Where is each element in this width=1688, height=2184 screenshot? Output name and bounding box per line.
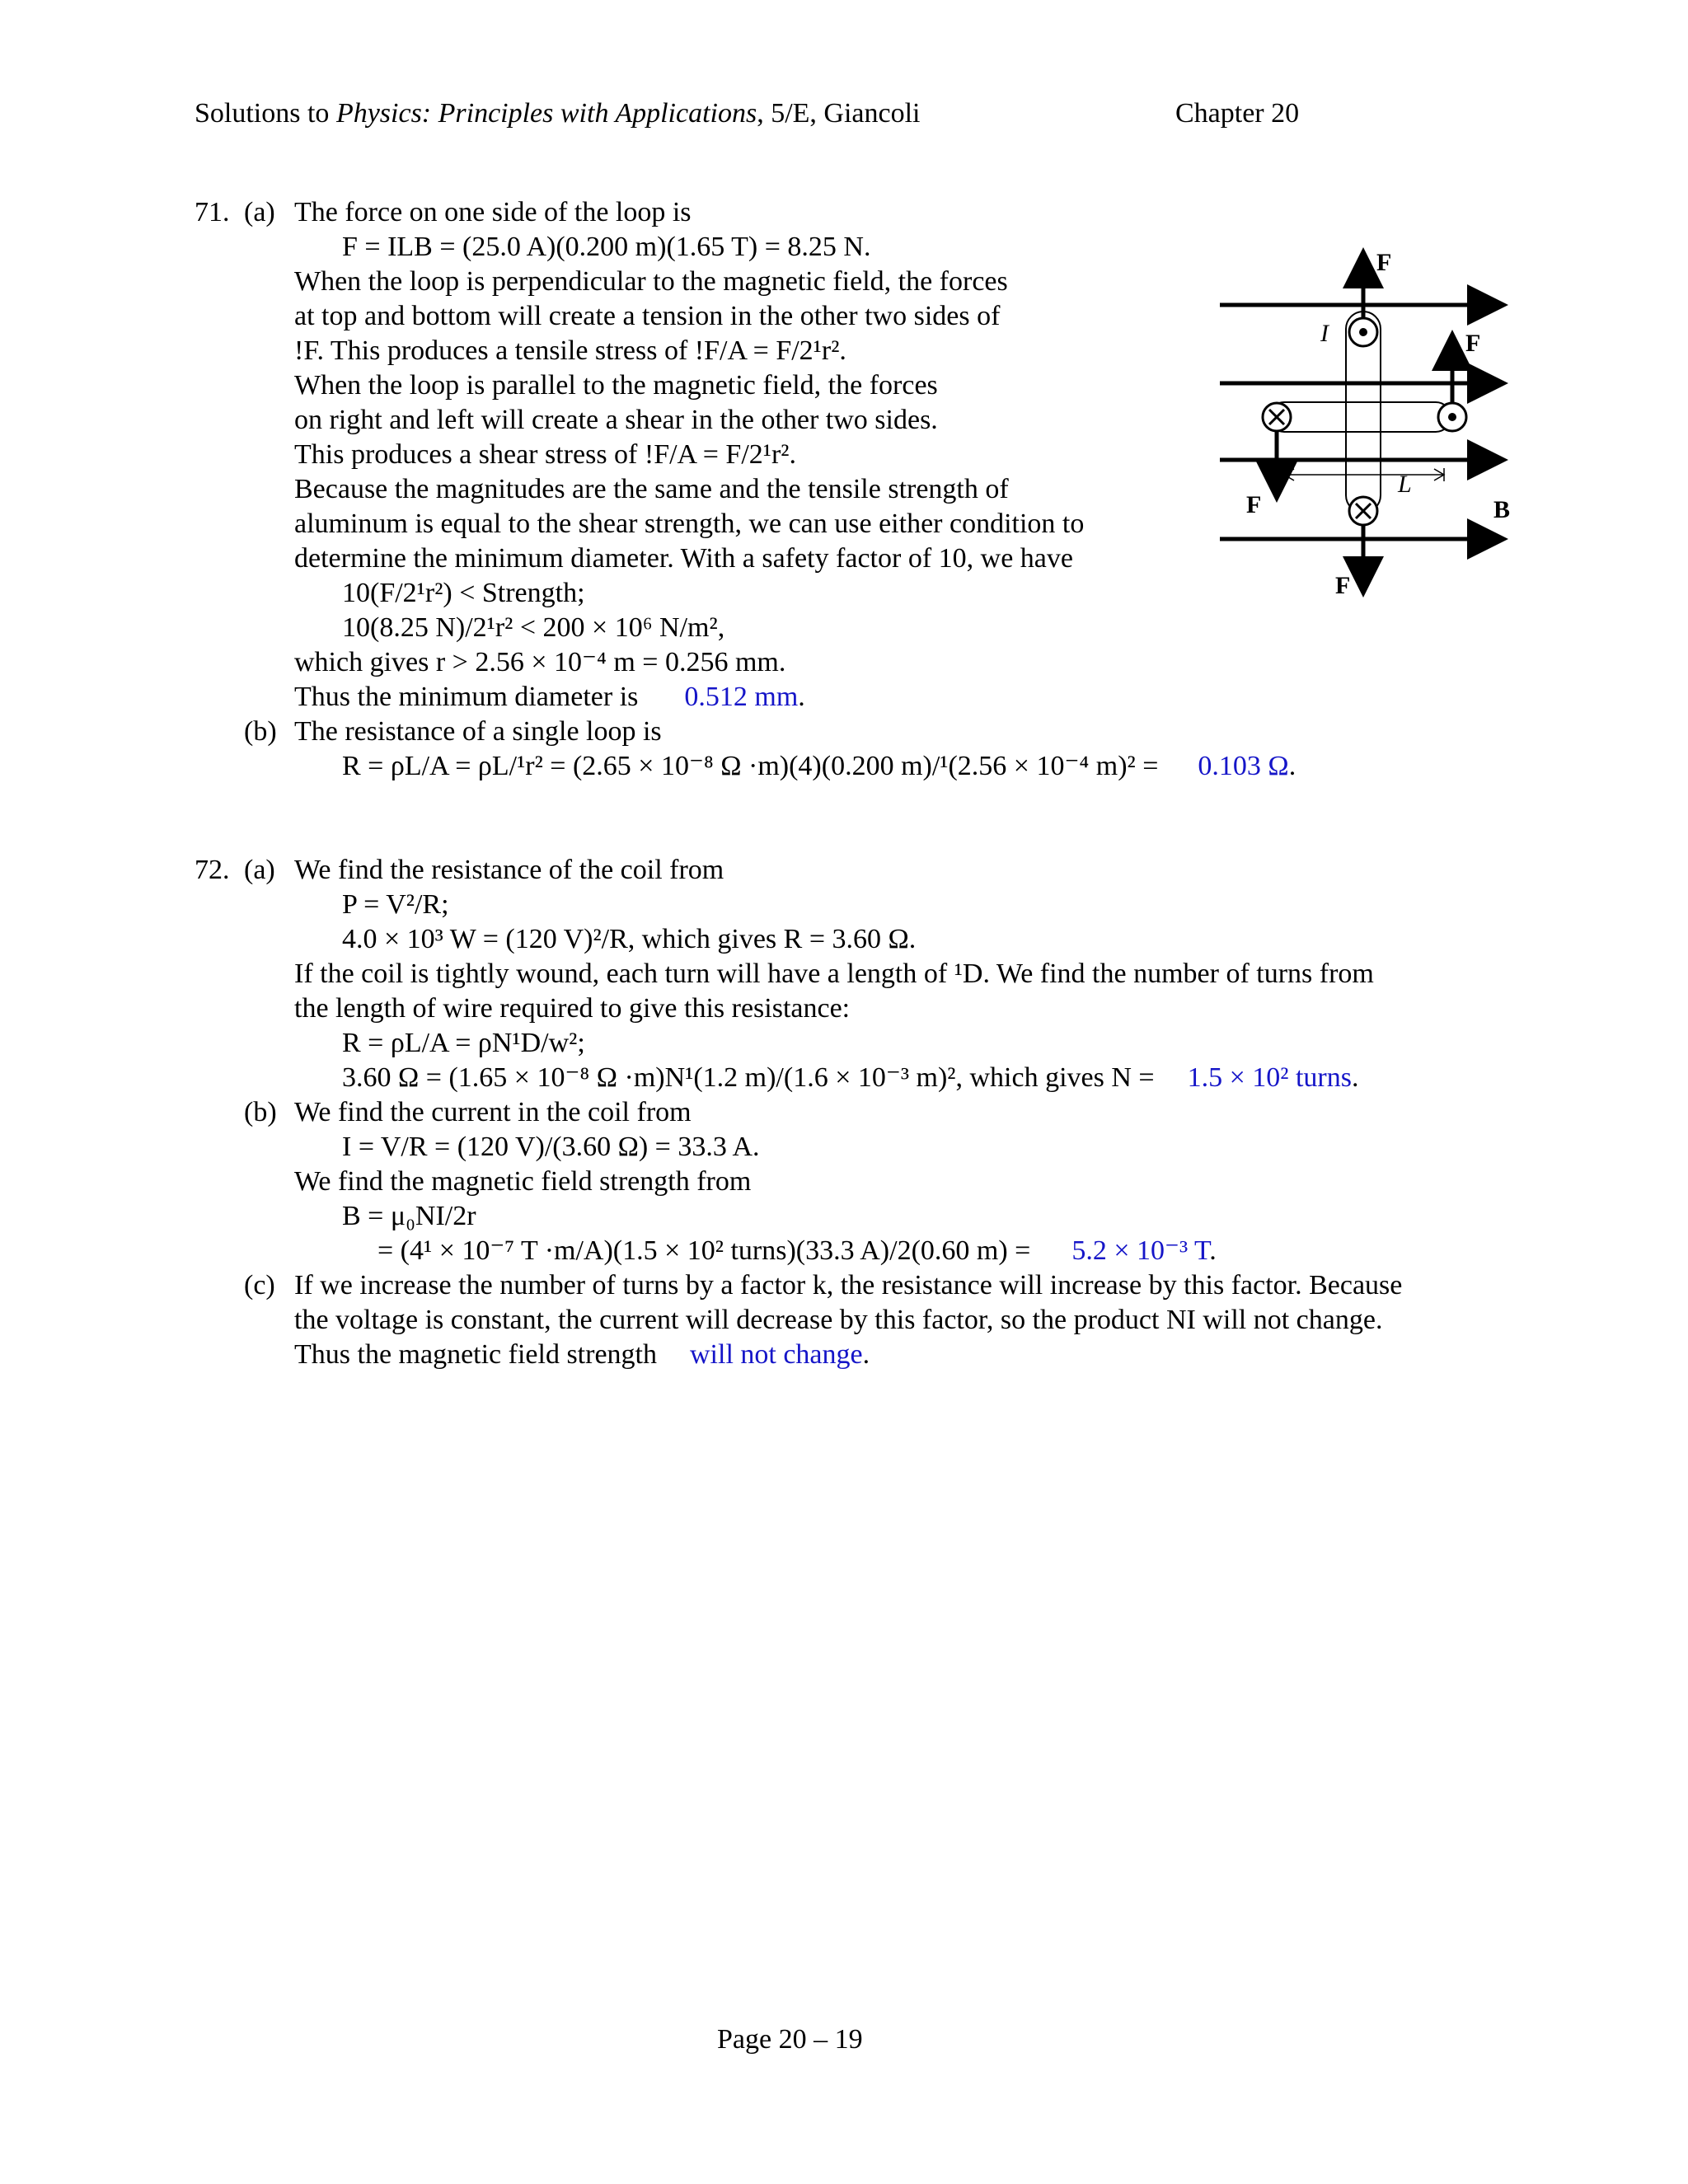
force-label-bottom: F — [1335, 572, 1351, 599]
current-out-of-page-icon — [1349, 318, 1377, 346]
p71-line-3: When the loop is perpendicular to the magnetic field, the forces — [294, 266, 1008, 297]
field-label: B — [1493, 496, 1511, 523]
problem-72-part-b: (b) — [244, 1097, 277, 1127]
running-header-title: Solutions to Physics: Principles with Applications, 5/E, Giancoli — [195, 98, 921, 129]
p72-answer-c: will not change — [690, 1339, 863, 1370]
p71-line-12: 10(F/2¹r²) < Strength; — [342, 578, 585, 608]
p71-line-8: This produces a shear stress of !F/A = F/2¹r². — [294, 439, 796, 470]
p71-line-15: Thus the minimum diameter is 0.512 mm. — [294, 682, 805, 712]
loop-force-diagram — [1212, 239, 1525, 610]
current-into-page-icon — [1263, 403, 1291, 431]
p71-line-10: aluminum is equal to the shear strength, we can use either condition to — [294, 509, 1085, 539]
length-label: L — [1398, 471, 1412, 498]
p72-line-10: We find the magnetic field strength from — [294, 1166, 752, 1197]
p71-answer-b: 0.103 Ω — [1198, 751, 1289, 781]
problem-71-part-b: (b) — [244, 716, 277, 747]
current-out-of-page-icon — [1438, 403, 1466, 431]
p72-line-15: Thus the magnetic field strength will not change. — [294, 1339, 870, 1370]
p71-line-14: which gives r > 2.56 × 10⁻⁴ m = 0.256 mm. — [294, 647, 786, 677]
p72-line-4: If the coil is tightly wound, each turn will have a length of ¹D. We find the number of turns from — [294, 958, 1374, 989]
p72-line-12: = (4¹ × 10⁻⁷ T ·m/A)(1.5 × 10² turns)(33.3 A)/2(0.60 m) = 5.2 × 10⁻³ T. — [377, 1235, 1217, 1266]
force-label-left: F — [1246, 491, 1262, 518]
p72-line-2: P = V²/R; — [342, 889, 449, 920]
problem-71-number: 71. — [195, 197, 230, 227]
p71-line-9: Because the magnitudes are the same and the tensile strength of — [294, 474, 1009, 504]
p72-answer-b: 5.2 × 10⁻³ T — [1071, 1235, 1210, 1266]
p72-line-11: B = μ₀NI/2r — [342, 1201, 476, 1231]
p72-line-13: If we increase the number of turns by a factor k, the resistance will increase by this factor. Because — [294, 1270, 1403, 1301]
p71-line-17: R = ρL/A = ρL/¹r² = (2.65 × 10⁻⁸ Ω ·m)(4)(0.200 m)/¹(2.56 × 10⁻⁴ m)² = 0.103 Ω. — [342, 751, 1296, 781]
p72-line-1: We find the resistance of the coil from — [294, 855, 724, 885]
running-header-chapter: Chapter 20 — [1175, 98, 1300, 129]
p72-line-6: R = ρL/A = ρN¹D/w²; — [342, 1028, 585, 1058]
p71-line-4: at top and bottom will create a tension in the other two sides of — [294, 301, 1001, 331]
problem-72-part-a: (a) — [244, 855, 275, 885]
p71-answer-a: 0.512 mm — [684, 682, 799, 712]
p71-line-16: The resistance of a single loop is — [294, 716, 662, 747]
current-label: I — [1320, 320, 1329, 347]
p71-line-13: 10(8.25 N)/2¹r² < 200 × 10⁶ N/m², — [342, 612, 725, 643]
problem-71-part-a: (a) — [244, 197, 275, 227]
p72-line-8: We find the current in the coil from — [294, 1097, 692, 1127]
p72-line-7: 3.60 Ω = (1.65 × 10⁻⁸ Ω ·m)N¹(1.2 m)/(1.6 × 10⁻³ m)², which gives N = 1.5 × 10² turns. — [342, 1062, 1359, 1093]
p71-line-11: determine the minimum diameter. With a safety factor of 10, we have — [294, 543, 1073, 574]
page-number: Page 20 – 19 — [717, 2024, 863, 2055]
p71-line-7: on right and left will create a shear in the other two sides. — [294, 405, 938, 435]
p72-line-9: I = V/R = (120 V)/(3.60 Ω) = 33.3 A. — [342, 1132, 760, 1162]
p72-line-3: 4.0 × 10³ W = (120 V)²/R, which gives R = 3.60 Ω. — [342, 924, 917, 954]
horizontal-loop — [1269, 402, 1451, 432]
force-label-right: F — [1465, 330, 1481, 357]
problem-72-part-c: (c) — [244, 1270, 275, 1301]
p71-line-1: The force on one side of the loop is — [294, 197, 692, 227]
p72-line-5: the length of wire required to give this resistance: — [294, 993, 851, 1024]
p71-line-6: When the loop is parallel to the magnetic field, the forces — [294, 370, 938, 401]
problem-72-number: 72. — [195, 855, 230, 885]
p71-line-2: F = ILB = (25.0 A)(0.200 m)(1.65 T) = 8.25 N. — [342, 232, 871, 262]
p72-line-14: the voltage is constant, the current will decrease by this factor, so the product NI will not change. — [294, 1305, 1383, 1335]
p72-answer-a: 1.5 × 10² turns — [1187, 1062, 1352, 1093]
current-into-page-icon — [1349, 497, 1377, 525]
force-label-top: F — [1376, 249, 1392, 276]
p71-line-5: !F. This produces a tensile stress of !F/A = F/2¹r². — [294, 335, 846, 366]
